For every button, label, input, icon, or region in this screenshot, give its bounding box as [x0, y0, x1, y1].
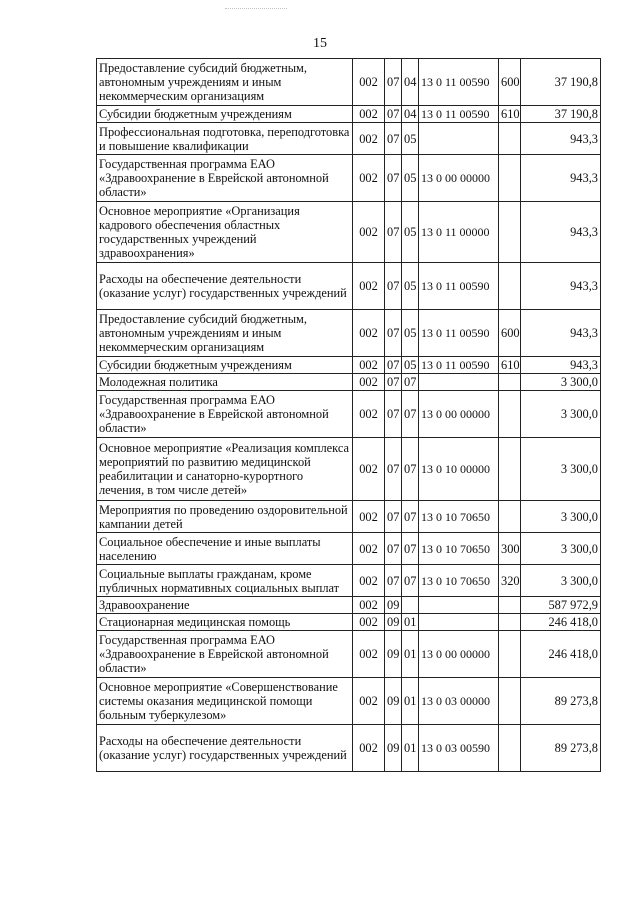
- row-amount-cell: 943,3: [521, 310, 601, 357]
- row-expense-type-cell: 610: [499, 106, 521, 123]
- scan-artifact: [225, 8, 287, 15]
- row-section-code-cell: 09: [385, 614, 402, 631]
- row-amount-cell: 943,3: [521, 123, 601, 155]
- row-amount-cell: 246 418,0: [521, 614, 601, 631]
- row-name-cell: Государственная программа ЕАО «Здравоохранение в Еврейской автономной области»: [97, 155, 353, 202]
- row-section-code-cell: 07: [385, 357, 402, 374]
- row-target-article-cell: [419, 614, 499, 631]
- table-row: [97, 631, 601, 678]
- row-section-code-cell: 07: [385, 202, 402, 263]
- row-ministry-code-cell: 002: [353, 357, 385, 374]
- table-row: [97, 310, 601, 357]
- table-row: [97, 59, 601, 106]
- row-amount-cell: 587 972,9: [521, 597, 601, 614]
- row-subsection-code-cell: 01: [402, 725, 419, 772]
- row-name-cell: Расходы на обеспечение деятельности (оказание услуг) государственных учреждений: [97, 263, 353, 310]
- row-subsection-code-cell: 07: [402, 374, 419, 391]
- row-expense-type-cell: [499, 202, 521, 263]
- table-row: [97, 438, 601, 501]
- row-amount-cell: 3 300,0: [521, 501, 601, 533]
- row-expense-type-cell: [499, 678, 521, 725]
- row-ministry-code-cell: 002: [353, 438, 385, 501]
- row-amount-cell: 37 190,8: [521, 106, 601, 123]
- row-expense-type-cell: [499, 391, 521, 438]
- row-ministry-code-cell: 002: [353, 123, 385, 155]
- row-subsection-code-cell: 07: [402, 565, 419, 597]
- row-section-code-cell: 09: [385, 725, 402, 772]
- row-subsection-code-cell: [402, 597, 419, 614]
- row-name-cell: Государственная программа ЕАО «Здравоохранение в Еврейской автономной области»: [97, 391, 353, 438]
- row-section-code-cell: 07: [385, 123, 402, 155]
- row-section-code-cell: 07: [385, 59, 402, 106]
- row-section-code-cell: 09: [385, 678, 402, 725]
- row-name-cell: Предоставление субсидий бюджетным, автономным учреждениям и иным некоммерческим организациям: [97, 59, 353, 106]
- row-expense-type-cell: [499, 501, 521, 533]
- row-amount-cell: 3 300,0: [521, 438, 601, 501]
- row-ministry-code-cell: 002: [353, 59, 385, 106]
- row-section-code-cell: 07: [385, 391, 402, 438]
- row-subsection-code-cell: 04: [402, 106, 419, 123]
- row-subsection-code-cell: 05: [402, 123, 419, 155]
- row-target-article-cell: 13 0 10 70650: [419, 565, 499, 597]
- row-target-article-cell: 13 0 11 00590: [419, 357, 499, 374]
- row-name-cell: Основное мероприятие «Совершенствование системы оказания медицинской помощи больным туберкулезом»: [97, 678, 353, 725]
- row-amount-cell: 943,3: [521, 357, 601, 374]
- row-expense-type-cell: [499, 263, 521, 310]
- row-ministry-code-cell: 002: [353, 310, 385, 357]
- row-name-cell: Социальное обеспечение и иные выплаты населению: [97, 533, 353, 565]
- row-name-cell: Основное мероприятие «Организация кадрового обеспечения областных государственных учреждений здравоохранения»: [97, 202, 353, 263]
- table-row: [97, 533, 601, 565]
- row-ministry-code-cell: 002: [353, 106, 385, 123]
- row-ministry-code-cell: 002: [353, 202, 385, 263]
- row-name-cell: Основное мероприятие «Реализация комплекса мероприятий по развитию медицинской реабилитации и санаторно-курортного лечения, в том числе детей»: [97, 438, 353, 501]
- table-row: [97, 391, 601, 438]
- row-target-article-cell: [419, 374, 499, 391]
- row-target-article-cell: [419, 123, 499, 155]
- row-ministry-code-cell: 002: [353, 631, 385, 678]
- row-expense-type-cell: [499, 725, 521, 772]
- row-target-article-cell: 13 0 03 00000: [419, 678, 499, 725]
- row-ministry-code-cell: 002: [353, 614, 385, 631]
- row-target-article-cell: 13 0 11 00590: [419, 106, 499, 123]
- row-amount-cell: 3 300,0: [521, 533, 601, 565]
- row-section-code-cell: 07: [385, 501, 402, 533]
- row-subsection-code-cell: 01: [402, 631, 419, 678]
- row-ministry-code-cell: 002: [353, 263, 385, 310]
- row-subsection-code-cell: 04: [402, 59, 419, 106]
- page-number: 15: [313, 36, 327, 51]
- row-name-cell: Субсидии бюджетным учреждениям: [97, 106, 353, 123]
- row-amount-cell: 89 273,8: [521, 725, 601, 772]
- row-section-code-cell: 07: [385, 438, 402, 501]
- row-target-article-cell: 13 0 03 00590: [419, 725, 499, 772]
- row-name-cell: Государственная программа ЕАО «Здравоохранение в Еврейской автономной области»: [97, 631, 353, 678]
- row-ministry-code-cell: 002: [353, 597, 385, 614]
- row-ministry-code-cell: 002: [353, 391, 385, 438]
- row-expense-type-cell: [499, 123, 521, 155]
- row-subsection-code-cell: 05: [402, 202, 419, 263]
- row-target-article-cell: 13 0 00 00000: [419, 155, 499, 202]
- row-section-code-cell: 07: [385, 565, 402, 597]
- table-row: [97, 565, 601, 597]
- row-target-article-cell: [419, 597, 499, 614]
- row-section-code-cell: 07: [385, 310, 402, 357]
- row-expense-type-cell: [499, 374, 521, 391]
- budget-table-body: [97, 59, 601, 772]
- row-section-code-cell: 07: [385, 106, 402, 123]
- row-expense-type-cell: [499, 155, 521, 202]
- table-row: [97, 357, 601, 374]
- row-ministry-code-cell: 002: [353, 725, 385, 772]
- table-row: [97, 155, 601, 202]
- table-row: [97, 202, 601, 263]
- row-expense-type-cell: 320: [499, 565, 521, 597]
- table-row: [97, 374, 601, 391]
- table-row: [97, 725, 601, 772]
- row-amount-cell: 89 273,8: [521, 678, 601, 725]
- row-name-cell: Здравоохранение: [97, 597, 353, 614]
- row-amount-cell: 943,3: [521, 155, 601, 202]
- row-target-article-cell: 13 0 10 70650: [419, 533, 499, 565]
- row-name-cell: Расходы на обеспечение деятельности (оказание услуг) государственных учреждений: [97, 725, 353, 772]
- row-ministry-code-cell: 002: [353, 565, 385, 597]
- row-subsection-code-cell: 07: [402, 533, 419, 565]
- row-subsection-code-cell: 05: [402, 310, 419, 357]
- row-expense-type-cell: [499, 631, 521, 678]
- row-subsection-code-cell: 01: [402, 614, 419, 631]
- row-name-cell: Стационарная медицинская помощь: [97, 614, 353, 631]
- row-ministry-code-cell: 002: [353, 374, 385, 391]
- row-section-code-cell: 07: [385, 155, 402, 202]
- row-section-code-cell: 07: [385, 374, 402, 391]
- table-row: [97, 106, 601, 123]
- row-amount-cell: 246 418,0: [521, 631, 601, 678]
- row-expense-type-cell: [499, 597, 521, 614]
- row-subsection-code-cell: 07: [402, 501, 419, 533]
- row-target-article-cell: 13 0 10 70650: [419, 501, 499, 533]
- row-amount-cell: 37 190,8: [521, 59, 601, 106]
- table-row: [97, 263, 601, 310]
- row-target-article-cell: 13 0 00 00000: [419, 391, 499, 438]
- row-section-code-cell: 09: [385, 597, 402, 614]
- row-name-cell: Мероприятия по проведению оздоровительной кампании детей: [97, 501, 353, 533]
- row-subsection-code-cell: 07: [402, 391, 419, 438]
- row-expense-type-cell: 600: [499, 59, 521, 106]
- row-name-cell: Молодежная политика: [97, 374, 353, 391]
- row-expense-type-cell: [499, 614, 521, 631]
- table-row: [97, 501, 601, 533]
- row-amount-cell: 3 300,0: [521, 391, 601, 438]
- row-expense-type-cell: 600: [499, 310, 521, 357]
- budget-table: [96, 58, 601, 772]
- row-subsection-code-cell: 05: [402, 155, 419, 202]
- row-amount-cell: 3 300,0: [521, 565, 601, 597]
- row-expense-type-cell: 300: [499, 533, 521, 565]
- row-target-article-cell: 13 0 00 00000: [419, 631, 499, 678]
- row-amount-cell: 943,3: [521, 263, 601, 310]
- row-subsection-code-cell: 05: [402, 357, 419, 374]
- table-row: [97, 678, 601, 725]
- row-name-cell: Социальные выплаты гражданам, кроме публичных нормативных социальных выплат: [97, 565, 353, 597]
- table-row: [97, 597, 601, 614]
- row-section-code-cell: 07: [385, 533, 402, 565]
- row-target-article-cell: 13 0 11 00590: [419, 59, 499, 106]
- row-expense-type-cell: [499, 438, 521, 501]
- row-ministry-code-cell: 002: [353, 678, 385, 725]
- table-row: [97, 123, 601, 155]
- row-target-article-cell: 13 0 10 00000: [419, 438, 499, 501]
- row-target-article-cell: 13 0 11 00000: [419, 202, 499, 263]
- row-section-code-cell: 07: [385, 263, 402, 310]
- row-ministry-code-cell: 002: [353, 533, 385, 565]
- row-target-article-cell: 13 0 11 00590: [419, 263, 499, 310]
- row-ministry-code-cell: 002: [353, 155, 385, 202]
- row-name-cell: Предоставление субсидий бюджетным, автономным учреждениям и иным некоммерческим организациям: [97, 310, 353, 357]
- row-subsection-code-cell: 01: [402, 678, 419, 725]
- row-amount-cell: 943,3: [521, 202, 601, 263]
- row-ministry-code-cell: 002: [353, 501, 385, 533]
- row-subsection-code-cell: 07: [402, 438, 419, 501]
- row-name-cell: Субсидии бюджетным учреждениям: [97, 357, 353, 374]
- table-row: [97, 614, 601, 631]
- row-subsection-code-cell: 05: [402, 263, 419, 310]
- row-expense-type-cell: 610: [499, 357, 521, 374]
- row-target-article-cell: 13 0 11 00590: [419, 310, 499, 357]
- row-name-cell: Профессиональная подготовка, переподготовка и повышение квалификации: [97, 123, 353, 155]
- row-section-code-cell: 09: [385, 631, 402, 678]
- row-amount-cell: 3 300,0: [521, 374, 601, 391]
